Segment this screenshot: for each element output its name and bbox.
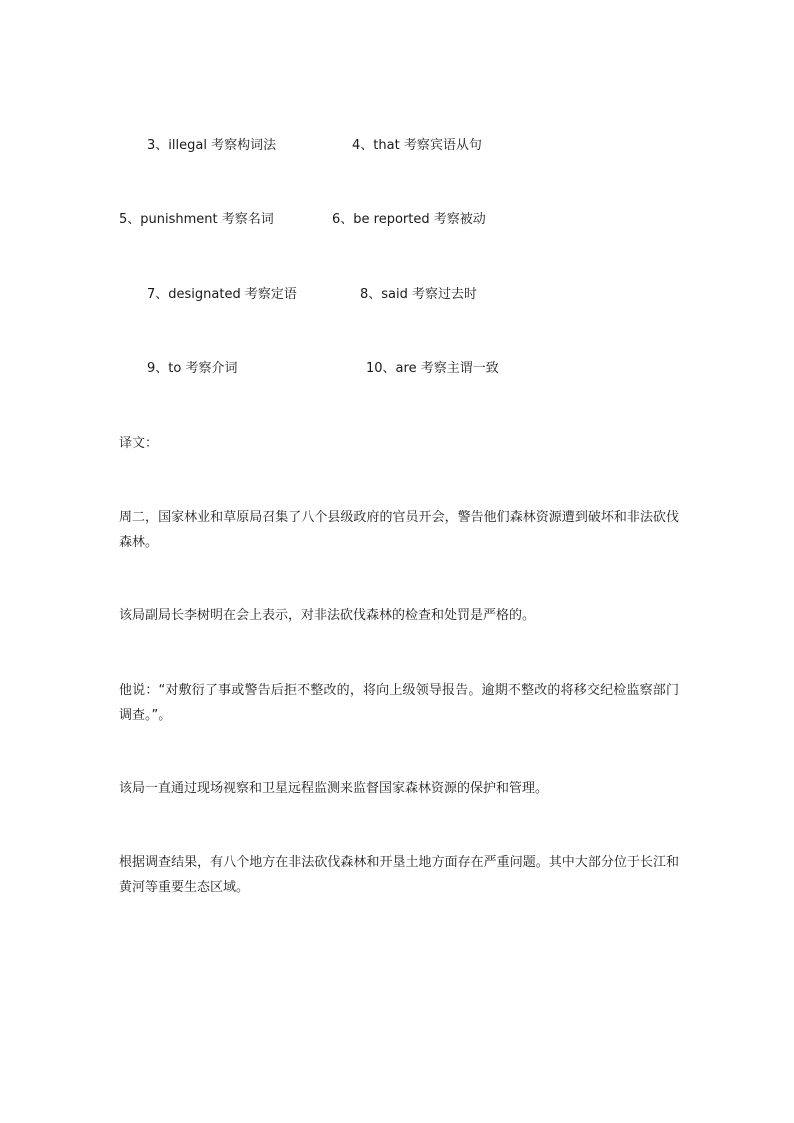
answer-item-4: 4、that 考察宾语从句: [352, 138, 482, 153]
answer-item-7: 7、designated 考察定语: [147, 287, 297, 302]
paragraph-3: 他说：“对敷衍了事或警告后拒不整改的，将向上级领导报告。逾期不整改的将移交纪检监察部门调查。”。: [119, 683, 679, 723]
answer-item-8: 8、said 考察过去时: [360, 287, 478, 302]
answer-item-9: 9、to 考察介词: [147, 361, 238, 376]
answer-item-10: 10、are 考察主谓一致: [366, 361, 499, 376]
answer-item-5: 5、punishment 考察名词: [119, 212, 274, 227]
answer-item-3: 3、illegal 考察构词法: [147, 138, 277, 153]
translation-label: 译文：: [119, 436, 159, 451]
answer-item-6: 6、be reported 考察被动: [332, 212, 486, 227]
paragraph-4: 该局一直通过现场视察和卫星远程监测来监督国家森林资源的保护和管理。: [119, 781, 549, 796]
paragraph-1: 周二，国家林业和草原局召集了八个县级政府的官员开会，警告他们森林资源遭到破坏和非法砍伐森林。: [119, 510, 679, 550]
paragraph-5: 根据调查结果，有八个地方在非法砍伐森林和开垦土地方面存在严重问题。其中大部分位于长江和黄河等重要生态区域。: [119, 855, 679, 895]
paragraph-2: 该局副局长李树明在会上表示，对非法砍伐森林的检查和处罚是严格的。: [119, 608, 536, 623]
